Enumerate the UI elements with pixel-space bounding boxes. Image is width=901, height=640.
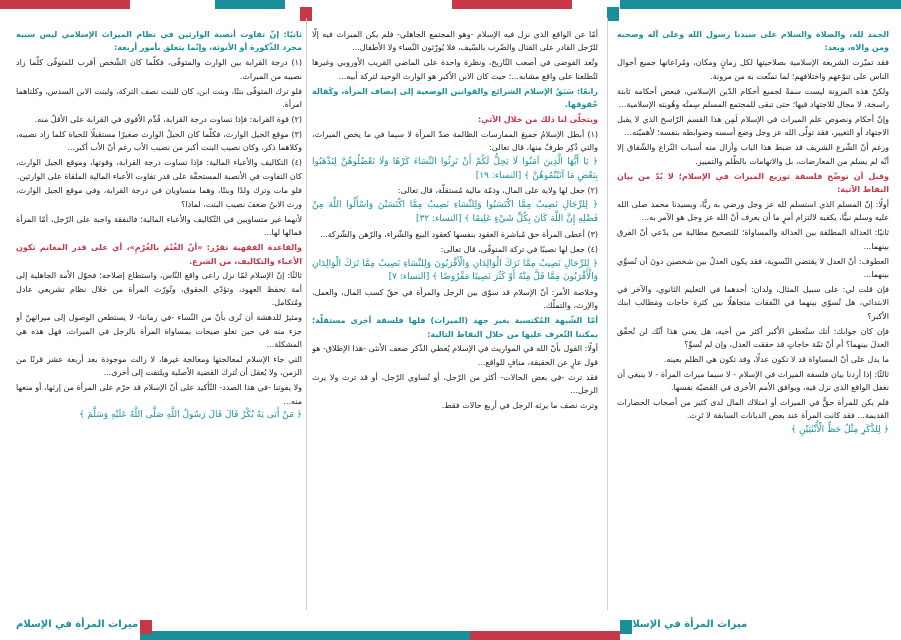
paragraph: ولا يفوتنا -في هذا الصدد- التّأكيد على أنّ الإسلام قد حرّم على المرأة من إرثها، أو منعها منه...: [16, 383, 302, 406]
accent-square-teal: [607, 7, 619, 21]
top-bar-red-2: [0, 0, 130, 9]
paragraph: وخلاصة الأمر: أنّ الإسلام قد سوّى بين الرجل والمرأة في حقّ كسب المال، والعمل، والإرث، والتملّك.: [312, 287, 598, 311]
paragraph: فلو مات وترك ولدًا وبنتًا، وهما متساويان في درجة القرابة، وفي موقع الجيل الوارث، ورث الابنُ ضعفَ نصيب البنت، لماذا؟: [16, 186, 302, 209]
paragraph: التي جاء الإسلام لمعالجتها ومعالجة غيرها، لا زالت موجودة بعد أربعة عشر قرنًا من الزمن، ولا يُعقل أن تُترك القضية الأصلية ويلتفت إلى أخرى...: [16, 354, 302, 378]
quran-verse: ﴿ لِلرِّجَالِ نَصِيبٌ مِمَّا تَرَكَ الْوَالِدَانِ وَالْأَقْرَبُونَ وَلِلنِّسَاءِ نَصِيبٌ مِمَّا تَرَكَ الْوَالِدَانِ وَالْأَقْرَبُونَ مِمَّا قَلَّ مِنْهُ أَوْ كَثُرَ نَصِيبًا مَفْرُوضًا ﴾ [النساء: ٧]: [312, 258, 598, 282]
paragraph: ولكنّ هذه المرونة ليست سمةً لجميع أحكام الدّين الإسلامي، فبعض أحكامه ثابتة راسخة، لا مجال للاجتهاد فيها؛ حتى تبقى للمجتمع المسلم سِمتُه وهُويته الإسلامية...: [617, 86, 889, 110]
heading: رابعًا: سَبَقُ الإسلام الشرائع والقوانين الوضعية إلى إنصاف المرأة، وكَفالة حُقوقها.: [312, 86, 598, 110]
paragraph: فقد تميّزت الشريعة الإسلامية بصلاحيتها لكل زمانٍ ومكان، ومُراعاتها جميع أحوال الناس على تنوّعهم واختلافهم؛ لما تمتّعت به من مرونة.: [617, 58, 889, 81]
paragraph: وترث نصف ما يرثه الرجل في أربع حالات فقط.: [441, 401, 598, 411]
paragraph: ورغم أنّ الشّرع الشريف قد ضبط هذا الباب وأزال منه أسباب النّزاع والشّقاق إلا أنّه لم يسلم من المعارضات، بل والاتهامات بالظّلم والتمييز.: [617, 143, 889, 166]
column-right: [617, 28, 889, 598]
heading: والقاعدة الفقهية تقرّر: «أنّ الغُنْمَ بالغُرْمِ»، أي على قدر المغانم تكون الأعباء والتكاليف، من الشرع.: [16, 243, 302, 266]
column-middle: [312, 28, 598, 598]
paragraph: فلم يكن للمرأة حقٌّ في الميراث أو امتلاك المال لدى كثير من أصحاب الحضارات القديمة... فقد كانت المرأة عند بعض الديانات السابقة لا تَرِث.: [617, 398, 889, 421]
column-left: [16, 28, 302, 598]
top-bar-teal: [620, 0, 901, 9]
paragraph: أمّا عن الواقع الذي نزل فيه الإسلام -وهو المجتمع الجاهلي- فلم يكن الميراث فيه إلّا للرّجل القادر على القتال والضّرب بالسّيف، فلا يُورّثون النّساء ولا الأطفال...: [312, 30, 598, 53]
paragraph: ثالثًا: إذا أردنا بيان فلسفة الميراث في الإسلام - لا سيما ميراث المرأة - لا ينبغي أن نغفل الواقع الذي نزل فيه، ويوافق الأمم الأخرى في القضيّة نفسها.: [617, 369, 889, 393]
paragraph: فإن قلت لي: على سبيل المثال، ولدان: أحدهما في التعليم الثانوي، والآخر في الابتدائي، هل تُسوّي بينهما في النّفقات متجاهلًا بين كثرة حاجات ومَطالب ابنك الأكبر؟: [617, 284, 889, 321]
paragraph: أولًا: القول بأنّ الله في المواريث في الإسلام يُعطي الذّكر ضعف الأنثى -هذا الإطلاق- هو قول عارٍ عن الحقيقة، منافٍ للواقع...: [312, 344, 598, 367]
paragraph: (٤) جعل لها نصيبًا في تركة المتوفّى، قال تعالى:: [440, 244, 598, 254]
heading: ويتجلّى لنا ذلك من خلال الآتي:: [477, 114, 598, 124]
quran-verse: ﴿ مَنْ أَبَى يَهُ بُكْرٌ قَالَ قَالَ رَسُولُ اللَّهِ صَلَّى اللَّهُ عَلَيْهِ وَسَلَّمَ ﴾: [79, 410, 302, 421]
paragraph: (١) أبطل الإسلامُ جميعَ الممارسات الظالمة ضدّ المرأة لا سيما في ما يخص الميراث، والتي ذُكِر طرفٌ منها، قال تعالى:: [312, 129, 598, 153]
top-bar-teal-2: [215, 0, 285, 9]
paragraph: أولًا: إنّ المسلم الذي استسلم لله عز وجل ورضي به ربًّا، وبسيدنا محمد صلى الله عليه وسلم نبيًّا، يكفيه لالتزام أمرٍ ما أن يعرف أنّ الله عز وجل هو الآمر به...: [617, 199, 889, 223]
accent-square-red-bottom: [140, 620, 152, 634]
paragraph: العطوف: أنّ العدل لا يقتضي التّسوية، فقد يكون العدلُ بين شخصين دونَ أن تُسوِّي بينهما...: [617, 256, 889, 279]
heading: ثانيًا: إنّ تفاوت أنصبة الوارثين في نظام الميراث الإسلامي ليس سببه مجرد الذّكورة أو الأنوثة، وإنّما يتعلق بأمور أربعة:: [16, 30, 302, 53]
paragraph: ومثيرٌ للدهشة أن تُرى بأنّ من النّساء -في زماننا- لا يستطعن الوصول إلى ميراثهنّ أو جزء منه في حين تعلو صيحات بمساواة المرأة بالرجل في الميراث، فهل هذه هي المشكلة...: [16, 313, 302, 349]
paragraph: (٣) موقع الجيل الوارث، فكلّما كان الجيلُ الوارث صغيرًا مستقبلًا للحياة كلما زاد نصيبه، وكلاهما ذكر، وكان نصيب البنت أكبر من نصيب الأب رغم أنّ الأب أكبر...: [16, 129, 302, 153]
paragraph: (٢) قوة القرابة: فإذا تساوت درجة القرابة، قُدِّم الأقوى في القرابة على الأقلّ منه.: [34, 114, 302, 124]
paragraph: وإنّ أحكام ونصوص علم الميراث في الإسلام لَمِن هذا القسم الرّاسخ الذي لا يقبل الاجتهاد أو التغيير، فقد تولّى الله عز وجل وضع أسسه وضوابطه بنفسه؛ لأهميّته...: [617, 114, 889, 138]
footer-title-right: ميراث المرأة في الإسلام: [625, 619, 748, 630]
quran-verse: ﴿ لِلرِّجَالِ نَصِيبٌ مِمَّا اكْتَسَبُوا وَلِلنِّسَاءِ نَصِيبٌ مِمَّا اكْتَسَبْنَ وَاسْأَلُوا اللَّهَ مِنْ فَضْلِهِ إِنَّ اللَّهَ كَانَ بِكُلِّ شَيْءٍ عَلِيمًا ﴾ [النساء: ٣٢]: [312, 200, 598, 224]
paragraph: فإن كان جوابك: أنك ستُعطي الأكبر أكثر من أخيه، هل يعني هذا أنّك لن تُحقّق العدلَ بينهما؟ أم أنّ ثمّة حاجاتٍ قد حققت العدل، وإن لم تُسوِّ؟: [617, 326, 889, 349]
paragraph: ما يدل على أنّ المساواة قد لا تكون عدلًا، وقد تكون هي الظلم بعينه.: [663, 354, 889, 364]
paragraph: (٢) جعل لها ولاية على المال، وذمّة مالية مُستقلّة، قال تعالى:: [397, 186, 598, 196]
quran-verse: ﴿ لِلذَّكَرِ مِثْلُ حَظِّ الْأُنْثَيَيْنِ ﴾: [790, 425, 889, 436]
paragraph: (٣) أعطى المرأة حق مُباشرة العقود بنفسها كعقود البيع والشّراء، والرّهن والشّركة...: [320, 229, 598, 239]
paragraph: (٤) التكاليف والأعباء المالية: فإذا تساوت درجة القرابة، وقوتها، وموقع الجيل الوارث، كان التفاوت في الأنصبة المستحقّة على قدر تفاوت الأعباء المالية الملقاة على الوارثين.: [16, 158, 302, 181]
paragraph: لأنهما غير متساويين في التّكاليف والأعباء المالية؛ فالنفقة واجبة على الرّجل، أمّا المرأة فمالها لها...: [16, 214, 302, 238]
column-divider-2: [306, 18, 307, 610]
paragraph: فقد ترث -في بعض الحالات- أكثر من الرّجل، أو تُساوي الرّجل، أو قد ترث ولا يرث الرجل...: [312, 372, 598, 396]
top-bar-red: [452, 0, 572, 9]
paragraph: وتُعد الفوضى في أصعب التّاريخ، ونظرة واحدة على الماضي القريب الأوروبي وغيرها لتُطلعنا على واقع مشابه...؛ حيث كان الابن الأكبر هو الوارث الوحيد لتركة أبيه...: [312, 58, 598, 81]
heading: الحمد لله، والصلاة والسلام على سيدنا رسول الله وعلى آله وصحبه ومن والاه، وبعد:: [617, 30, 889, 53]
footer-title-left: ميراث المرأة في الإسلام: [16, 619, 139, 630]
bottom-bar-teal: [140, 631, 470, 640]
paragraph: فلو ترك المتوفّى بنتًا، وبنت ابن، كان للبنت نصف التركة، ولبنت الابن السدس، وكلتاهما امرأة.: [16, 86, 302, 110]
bottom-bar-red: [470, 631, 620, 640]
paragraph: (١) درجة القرابة بين الوارث والمتوفّى، فكلّما كان الشّخص أقرب للمتوفّى كلّما زاد نصيبه من الميراث.: [16, 58, 302, 81]
paragraph: ثانيًا: العدالة المطلقة بين العدالة والمساواة؛ للتصحيح مطالبة من يدّعي أنّ الفرق بينهما...: [617, 228, 889, 251]
heading: أمّا الشّبهة المُكتسبة بغير جهد (الميراث) فلها فلسفة أخرى مستقلّة؛ يمكننا التّعرف عليها من خلال النقاط التالية:: [312, 316, 598, 339]
quran-verse: ﴿ يَا أَيُّهَا الَّذِينَ آمَنُوا لَا يَحِلُّ لَكُمْ أَنْ تَرِثُوا النِّسَاءَ كَرْهًا وَلَا تَعْضُلُوهُنَّ لِتَذْهَبُوا بِبَعْضِ مَا آتَيْتُمُوهُنَّ ﴾ [النساء: ١٩]: [312, 157, 598, 181]
paragraph: ثالثًا: إنّ الإسلام لمّا نزل راعى واقع النّاس، واستطاع إصلاحه؛ فحوّل الأمة الجاهلية إلى أمة تحفظ العهود، وتؤدّي الحقوق، وتُورّث المرأة من خلال نظام تشريعي عادل ومُتكامل.: [16, 271, 302, 308]
column-divider-1: [607, 18, 608, 610]
heading: وقبل أن نوضّح فلسفة توزيع الميراث في الإسلام؛ لا بُدّ من بيان النقاط الآتية:: [617, 171, 889, 194]
